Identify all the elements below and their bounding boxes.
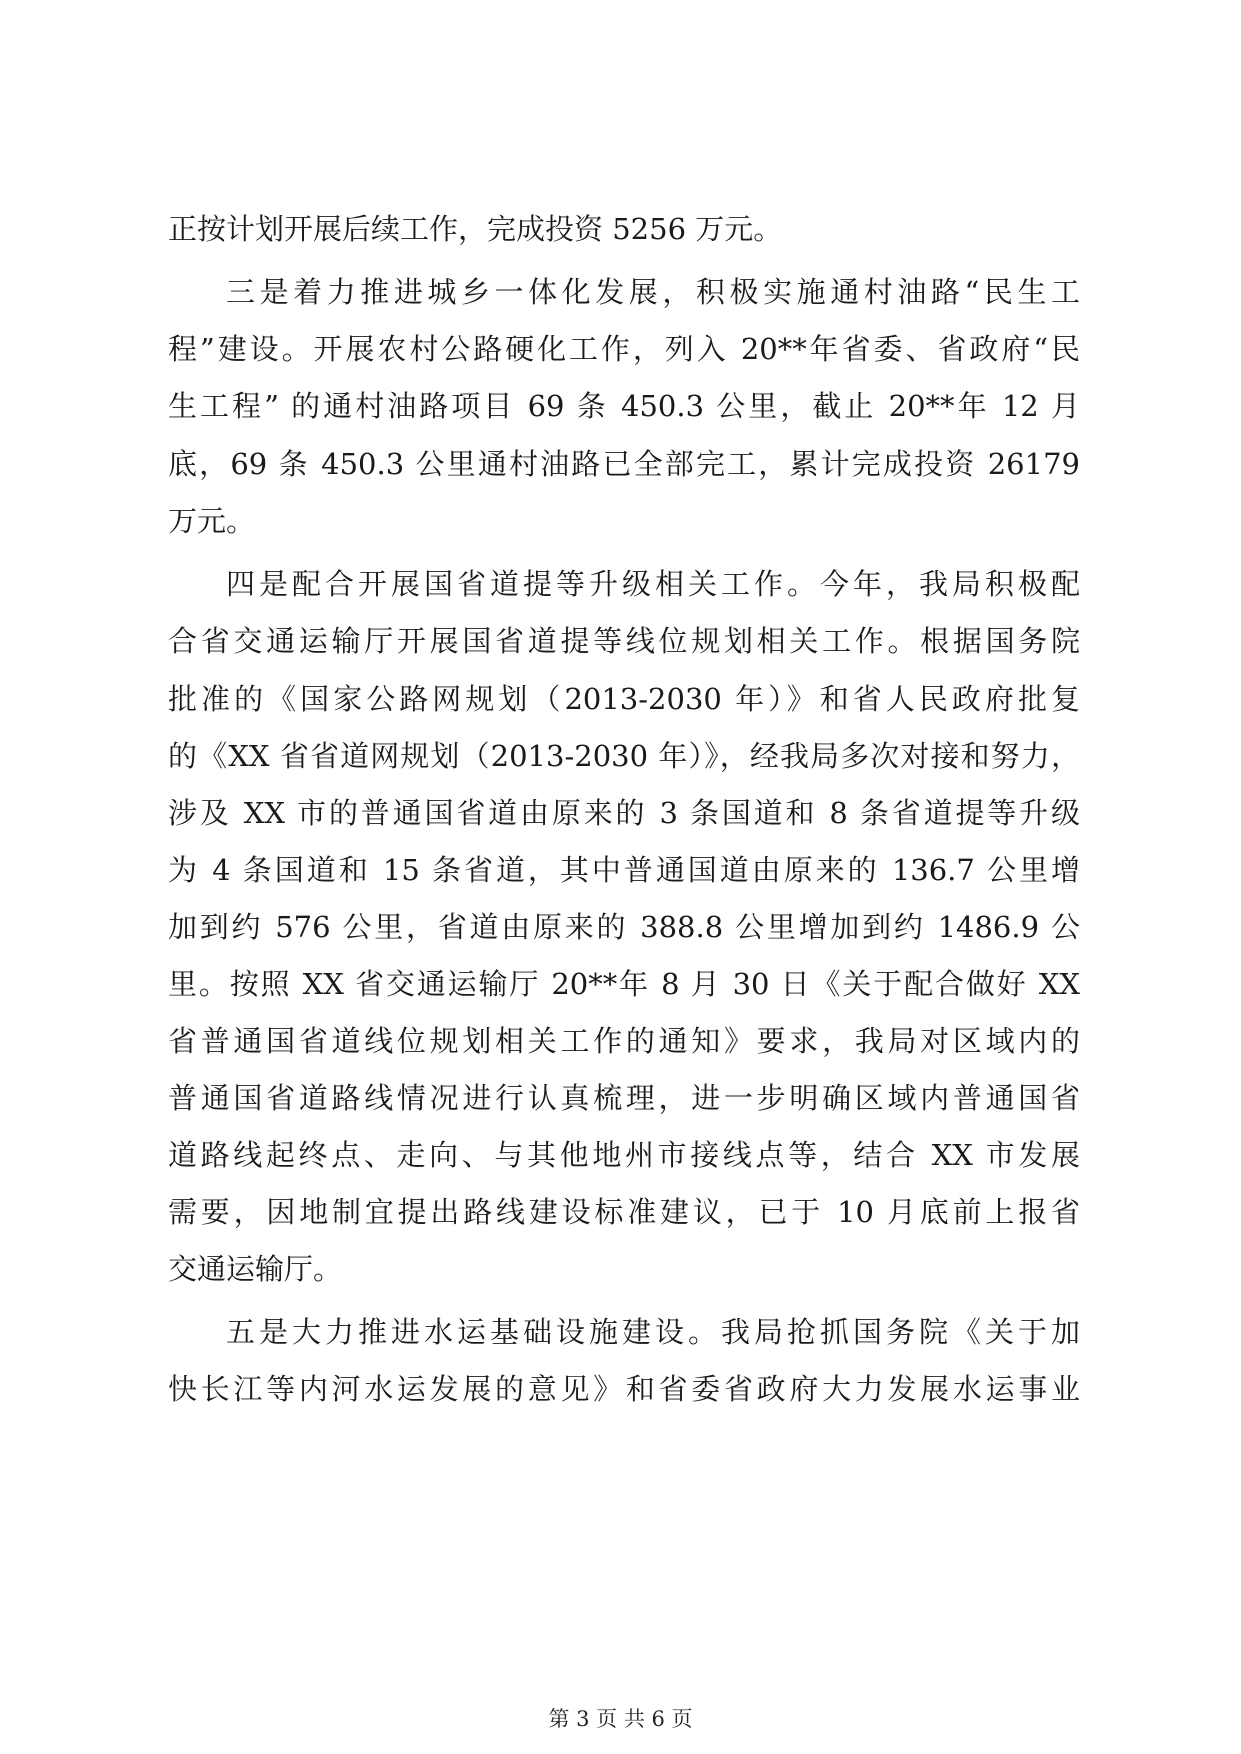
paragraph-line: 快长江等内河水运发展的意见》和省委省政府大力发展水运事业 — [168, 1372, 1080, 1406]
paragraph-line: 普通国省道路线情况进行认真梳理，进一步明确区域内普通国省 — [168, 1081, 1080, 1115]
paragraph-line: 省普通国省道线位规划相关工作的通知》要求，我局对区域内的 — [168, 1024, 1080, 1058]
paragraph-line: 生工程” 的通村油路项目 69 条 450.3 公里，截止 20**年 12 月 — [168, 389, 1080, 423]
paragraph-line: 程”建设。开展农村公路硬化工作，列入 20**年省委、省政府“民 — [168, 332, 1080, 366]
paragraph-line: 涉及 XX 市的普通国省道由原来的 3 条国道和 8 条省道提等升级 — [168, 796, 1080, 830]
paragraph-line: 万元。 — [168, 504, 256, 538]
paragraph-line: 里。按照 XX 省交通运输厅 20**年 8 月 30 日《关于配合做好 XX — [168, 967, 1080, 1001]
paragraph-line: 为 4 条国道和 15 条省道，其中普通国道由原来的 136.7 公里增 — [168, 853, 1080, 887]
paragraph-line: 底，69 条 450.3 公里通村油路已全部完工，累计完成投资 26179 — [168, 447, 1080, 481]
paragraph-line: 道路线起终点、走向、与其他地州市接线点等，结合 XX 市发展 — [168, 1138, 1080, 1172]
page-number: 第 3 页 共 6 页 — [548, 1707, 693, 1731]
paragraph-line: 批准的《国家公路网规划（2013-2030 年）》和省人民政府批复 — [168, 682, 1080, 716]
paragraph-line: 需要，因地制宜提出路线建设标准建议，已于 10 月底前上报省 — [168, 1195, 1080, 1229]
paragraph-line: 三是着力推进城乡一体化发展，积极实施通村油路“民生工 — [226, 275, 1080, 309]
paragraph-line: 合省交通运输厅开展国省道提等线位规划相关工作。根据国务院 — [168, 624, 1080, 658]
paragraph-line: 五是大力推进水运基础设施建设。我局抢抓国务院《关于加 — [226, 1315, 1080, 1349]
paragraph-line: 加到约 576 公里，省道由原来的 388.8 公里增加到约 1486.9 公 — [168, 910, 1080, 944]
paragraph-line: 正按计划开展后续工作，完成投资 5256 万元。 — [168, 212, 783, 246]
paragraph-line: 交通运输厅。 — [168, 1252, 343, 1286]
paragraph-line: 四是配合开展国省道提等升级相关工作。今年，我局积极配 — [226, 567, 1080, 601]
paragraph-line: 的《XX 省省道网规划（2013-2030 年）》，经我局多次对接和努力， — [168, 739, 1080, 773]
